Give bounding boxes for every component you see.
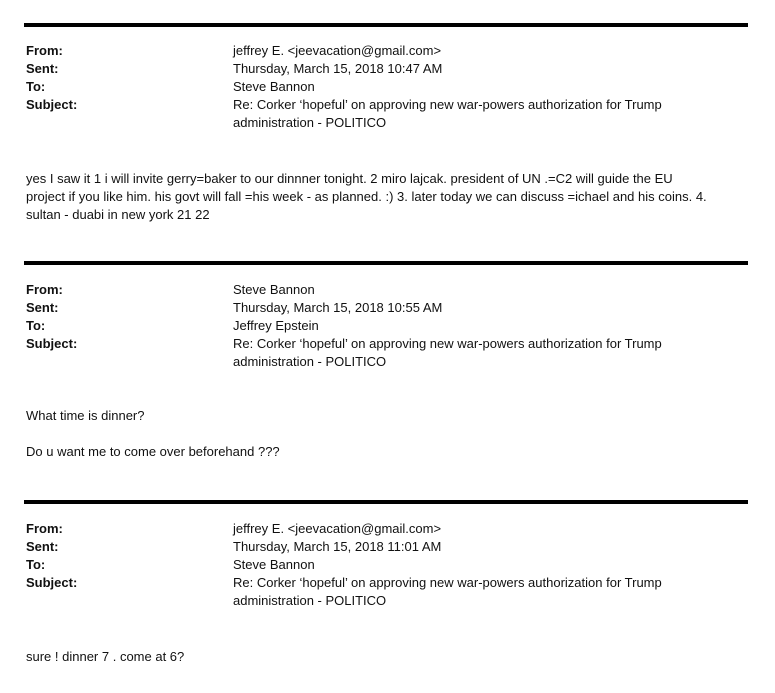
body-line: What time is dinner? <box>26 408 145 423</box>
to-label: To: <box>26 318 46 333</box>
from-row <box>26 520 726 538</box>
body-line: Do u want me to come over beforehand ??? <box>26 444 280 459</box>
sent-value: Thursday, March 15, 2018 11:01 AM <box>233 539 442 554</box>
subject-label: Subject: <box>26 575 78 590</box>
from-label: From: <box>26 282 63 297</box>
body-line: sultan - duabi in new york 21 22 <box>26 207 210 222</box>
subject-row <box>26 96 726 132</box>
to-label: To: <box>26 79 46 94</box>
sent-row <box>26 299 726 317</box>
from-value: Steve Bannon <box>233 282 315 297</box>
subject-value <box>233 574 713 610</box>
subject-value <box>233 96 713 132</box>
subject-line-2: administration - POLITICO <box>233 354 387 369</box>
sent-label: Sent: <box>26 539 59 554</box>
sent-label: Sent: <box>26 300 59 315</box>
from-label: From: <box>26 521 63 536</box>
subject-line-1: Re: Corker ‘hopeful’ on approving new war-powers authorization for Trump <box>233 336 662 351</box>
from-row <box>26 42 726 60</box>
email-divider <box>24 261 748 265</box>
email-divider <box>24 23 748 27</box>
from-value: jeffrey E. <jeevacation@gmail.com> <box>233 521 442 536</box>
to-row <box>26 317 726 335</box>
email-body <box>26 648 746 666</box>
to-value: Steve Bannon <box>233 557 315 572</box>
to-value: Jeffrey Epstein <box>233 318 319 333</box>
email-header <box>26 520 726 610</box>
subject-label: Subject: <box>26 336 78 351</box>
to-label: To: <box>26 557 46 572</box>
sent-value: Thursday, March 15, 2018 10:47 AM <box>233 61 443 76</box>
sent-row <box>26 538 726 556</box>
sent-label: Sent: <box>26 61 59 76</box>
subject-row <box>26 335 726 371</box>
body-line: sure ! dinner 7 . come at 6? <box>26 649 185 664</box>
email-body <box>26 170 746 224</box>
to-value: Steve Bannon <box>233 79 315 94</box>
subject-line-1: Re: Corker ‘hopeful’ on approving new war-powers authorization for Trump <box>233 97 662 112</box>
email-divider <box>24 500 748 504</box>
subject-row <box>26 574 726 610</box>
email-header <box>26 42 726 132</box>
sent-row <box>26 60 726 78</box>
from-row <box>26 281 726 299</box>
subject-line-2: administration - POLITICO <box>233 593 387 608</box>
from-label: From: <box>26 43 63 58</box>
to-row <box>26 556 726 574</box>
email-header <box>26 281 726 371</box>
to-row <box>26 78 726 96</box>
from-value: jeffrey E. <jeevacation@gmail.com> <box>233 43 442 58</box>
sent-value: Thursday, March 15, 2018 10:55 AM <box>233 300 443 315</box>
subject-value <box>233 335 713 371</box>
subject-line-1: Re: Corker ‘hopeful’ on approving new war-powers authorization for Trump <box>233 575 662 590</box>
email-body <box>26 407 746 461</box>
subject-label: Subject: <box>26 97 78 112</box>
body-line: yes I saw it 1 i will invite gerry=baker to our dinnner tonight. 2 miro lajcak. president of UN .=C2 will guide the EU <box>26 171 673 186</box>
subject-line-2: administration - POLITICO <box>233 115 387 130</box>
body-line: project if you like him. his govt will fall =his week - as planned. :) 3. later today we can discuss =ichael and his coins. 4. <box>26 189 707 204</box>
